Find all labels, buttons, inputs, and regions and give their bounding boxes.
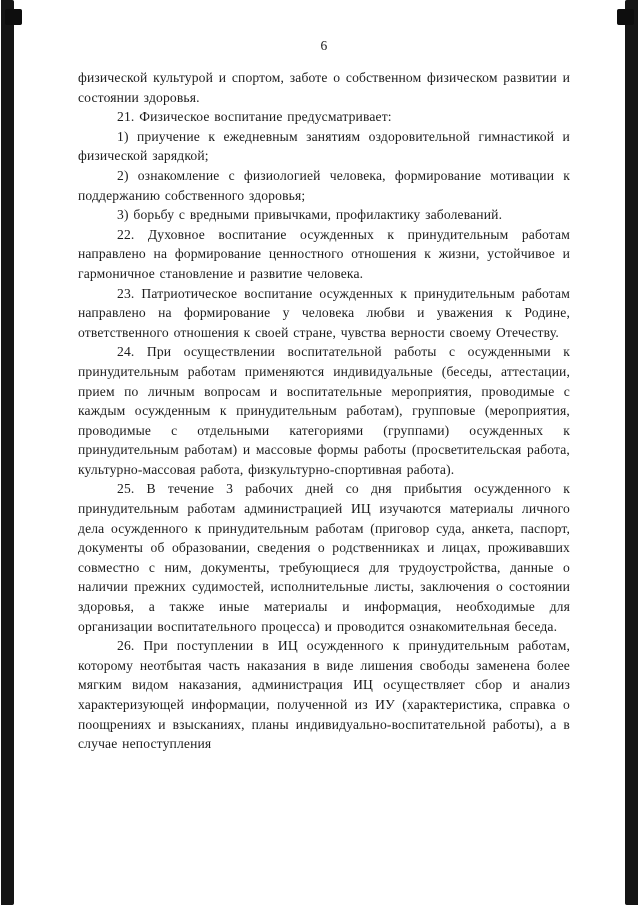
scan-artifact-top-right [617, 9, 634, 25]
scan-edge-left [1, 0, 14, 905]
scan-artifact-top-left [5, 9, 22, 25]
paragraph: 1) приучение к ежедневным занятиям оздоровительной гимнастикой и физической зарядкой; [78, 128, 570, 164]
paragraph: 21. Физическое воспитание предусматривает: [117, 109, 392, 125]
paragraph: 26. При поступлении в ИЦ осужденного к принудительным работам, которому неотбытая часть наказания в виде лишения свободы заменена более мягким видом наказания, администрация ИЦ осуществляет сбор и анализ характеризующей информации, полученной из ИУ (характеристика, справка о поощрениях и взысканиях, планы индивидуально-воспитательной работы), а в случае непоступления [78, 638, 570, 752]
paragraph: 22. Духовное воспитание осужденных к принудительным работам направлено на формирование ценностного отношения к жизни, устойчивое и гармоничное становление и развитие человека. [78, 226, 570, 281]
paragraph: 24. При осуществлении воспитательной работы с осужденными к принудительным работам применяются индивидуальные (беседы, аттестации, прием по личным вопросам и воспитательные мероприятия, проводимые с каждым осужденным к принудительным работам), групповые (мероприятия, проводимые с отдельными категориями (группами) осужденных к принудительным работам) и массовые формы работы (просветительская работа, культурно-массовая работа, физкультурно-спортивная работа). [78, 344, 570, 477]
page-number: 6 [320, 38, 328, 53]
paragraph: 2) ознакомление с физиологией человека, формирование мотивации к поддержанию собственного здоровья; [78, 167, 570, 203]
paragraph: 3) борьбу с вредными привычками, профилактику заболеваний. [117, 207, 503, 223]
paragraph: физической культурой и спортом, заботе о собственном физическом развитии и состоянии здоровья. [78, 70, 570, 105]
document-page [78, 38, 570, 754]
scan-edge-right [625, 0, 638, 905]
paragraph: 25. В течение 3 рабочих дней со дня прибытия осужденного к принудительным работам администрацией ИЦ изучаются материалы личного дела осужденного к принудительным работам (приговор суда, анкета, паспорт, документы об образовании, сведения о родственниках и лицах, проживавших совместно с ним, документы, требующиеся для трудоустройства, данные о наличии прежних судимостей, исполнительные листы, заключения о состоянии здоровья, а также иные материалы и информация, необходимые для организации воспитательного процесса) и проводится ознакомительная беседа. [78, 481, 570, 634]
paragraph: 23. Патриотическое воспитание осужденных к принудительным работам направлено на формирование у человека любви и уважения к Родине, ответственного отношения к своей стране, чувства верности своему Отечеству. [78, 285, 570, 340]
